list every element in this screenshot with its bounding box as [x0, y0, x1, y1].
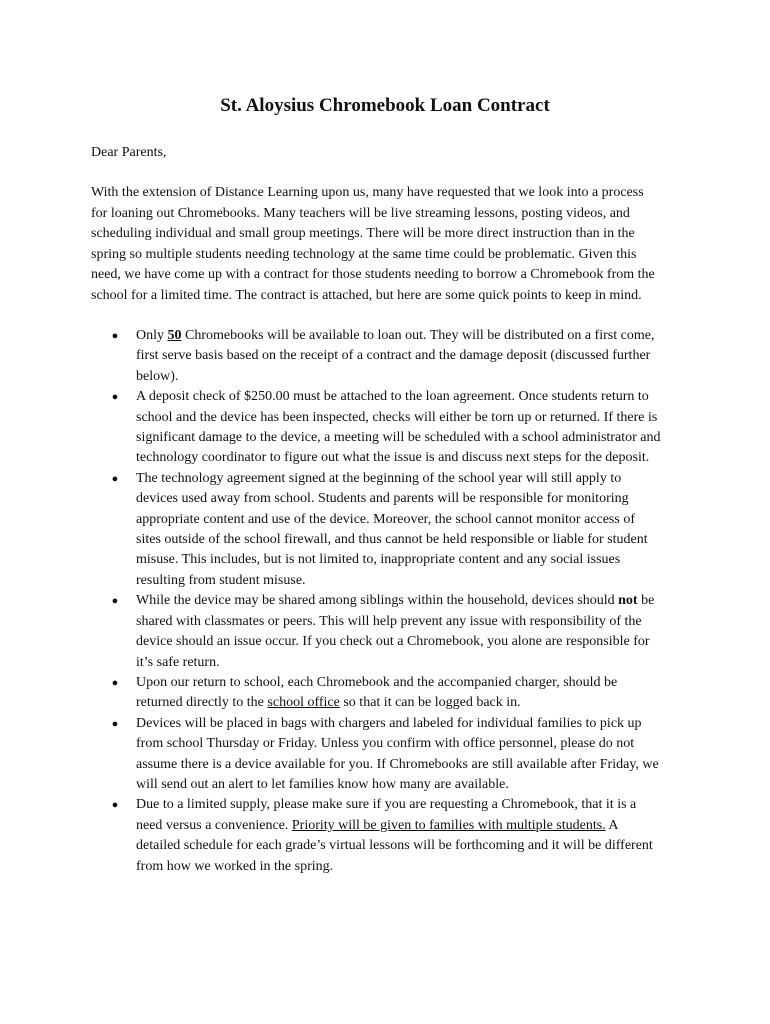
list-item-line	[136, 591, 691, 611]
list-item-line: detailed schedule for each grade’s virtual lessons will be forthcoming and it will be different	[136, 838, 653, 854]
intro-line: spring so multiple students needing technology at the same time could be problematic. Given this	[91, 246, 637, 262]
list-item-line: The technology agreement signed at the beginning of the school year will still apply to	[136, 470, 622, 486]
list-item-return	[91, 673, 691, 714]
list-item-deposit	[91, 387, 691, 469]
list-item-line: it’s safe return.	[136, 654, 220, 670]
school-office-underlined: school office	[267, 695, 340, 711]
text-run: be	[637, 593, 655, 609]
list-item-line: below).	[136, 368, 179, 384]
emphasis-not: not	[618, 593, 638, 609]
list-item-line	[136, 816, 691, 836]
list-item-line	[136, 693, 691, 713]
intro-line: With the extension of Distance Learning upon us, many have requested that we look into a process	[91, 185, 644, 200]
bullet-icon: ●	[111, 330, 119, 342]
text-run: so that it can be logged back in.	[339, 695, 521, 711]
key-points-list	[91, 326, 691, 877]
list-item-line: resulting from student misuse.	[136, 572, 306, 588]
text-run: Chromebooks will be available to loan out. They will be distributed on a first come,	[181, 328, 655, 343]
list-item-line: Upon our return to school, each Chromebook and the accompanied charger, should be	[136, 674, 618, 690]
intro-line: scheduling individual and small group meetings. There will be more direct instruction than in the	[91, 226, 635, 241]
bullet-icon: ●	[111, 391, 119, 404]
list-item-line: devices used away from school. Students and parents will be responsible for monitoring	[136, 491, 629, 507]
intro-paragraph	[91, 183, 691, 306]
list-item-availability	[91, 326, 691, 387]
bullet-icon: ●	[111, 799, 119, 812]
list-item-line: significant damage to the device, a meeting will be scheduled with a school administrator and	[136, 430, 661, 446]
list-item-technology-agreement	[91, 469, 691, 591]
list-item-line	[136, 326, 691, 346]
bullet-icon: ●	[111, 717, 119, 730]
loan-count: 50	[167, 328, 182, 343]
list-item-line: A deposit check of $250.00 must be attached to the loan agreement. Once students return to	[136, 389, 649, 405]
text-run: Only	[136, 328, 168, 343]
list-item-priority	[91, 795, 691, 877]
list-item-line: will send out an alert to let families know how many are available.	[136, 776, 509, 792]
bullet-icon: ●	[111, 472, 119, 485]
list-item-line: technology coordinator to figure out what the issue is and discuss next steps for the deposit.	[136, 450, 650, 466]
list-item-line: sites outside of the school firewall, and thus cannot be held responsible or liable for student	[136, 532, 648, 548]
priority-note-underlined: Priority will be given to families with multiple students.	[291, 817, 606, 833]
list-item-line: appropriate content and use of the device. Moreover, the school cannot monitor access of	[136, 511, 635, 527]
text-run: need versus a convenience.	[136, 817, 292, 833]
text-run: While the device may be shared among siblings within the household, devices should	[136, 593, 619, 609]
salutation: Dear Parents,	[91, 145, 167, 160]
list-item-line: misuse. This includes, but is not limited to, inappropriate content and any social issues	[136, 552, 621, 568]
intro-line: for loaning out Chromebooks. Many teachers will be live streaming lessons, posting videos, and	[91, 205, 630, 221]
list-item-line: Due to a limited supply, please make sure if you are requesting a Chromebook, that it is a	[136, 797, 637, 813]
list-item-line: assume there is a device available for you. If Chromebooks are still available after Friday, we	[136, 756, 659, 772]
list-item-line: Devices will be placed in bags with chargers and labeled for individual families to pick up	[136, 715, 642, 731]
text-run: returned directly to the	[136, 695, 268, 711]
bullet-icon: ●	[111, 676, 119, 689]
list-item-line: shared with classmates or peers. This will help prevent any issue with responsibility of the	[136, 613, 642, 629]
list-item-line: from school Thursday or Friday. Unless you confirm with office personnel, please do not	[136, 736, 635, 752]
intro-line: school for a limited time. The contract is attached, but here are some quick points to keep in mind.	[91, 287, 642, 303]
document-title: St. Aloysius Chromebook Loan Contract	[220, 95, 550, 116]
intro-line: need, we have come up with a contract for those students needing to borrow a Chromebook from the	[91, 267, 655, 282]
list-item-line: school and the device has been inspected, checks will either be torn up or returned. If there is	[136, 409, 658, 425]
text-run: A	[605, 817, 619, 833]
list-item-sharing	[91, 591, 691, 673]
list-item-line: first serve basis based on the receipt of a contract and the damage deposit (discussed further	[136, 348, 651, 364]
list-item-line: device should an issue occur. If you check out a Chromebook, you alone are responsible for	[136, 634, 650, 650]
bullet-icon: ●	[111, 595, 119, 608]
list-item-line: from how we worked in the spring.	[136, 858, 334, 874]
list-item-pickup	[91, 714, 691, 796]
